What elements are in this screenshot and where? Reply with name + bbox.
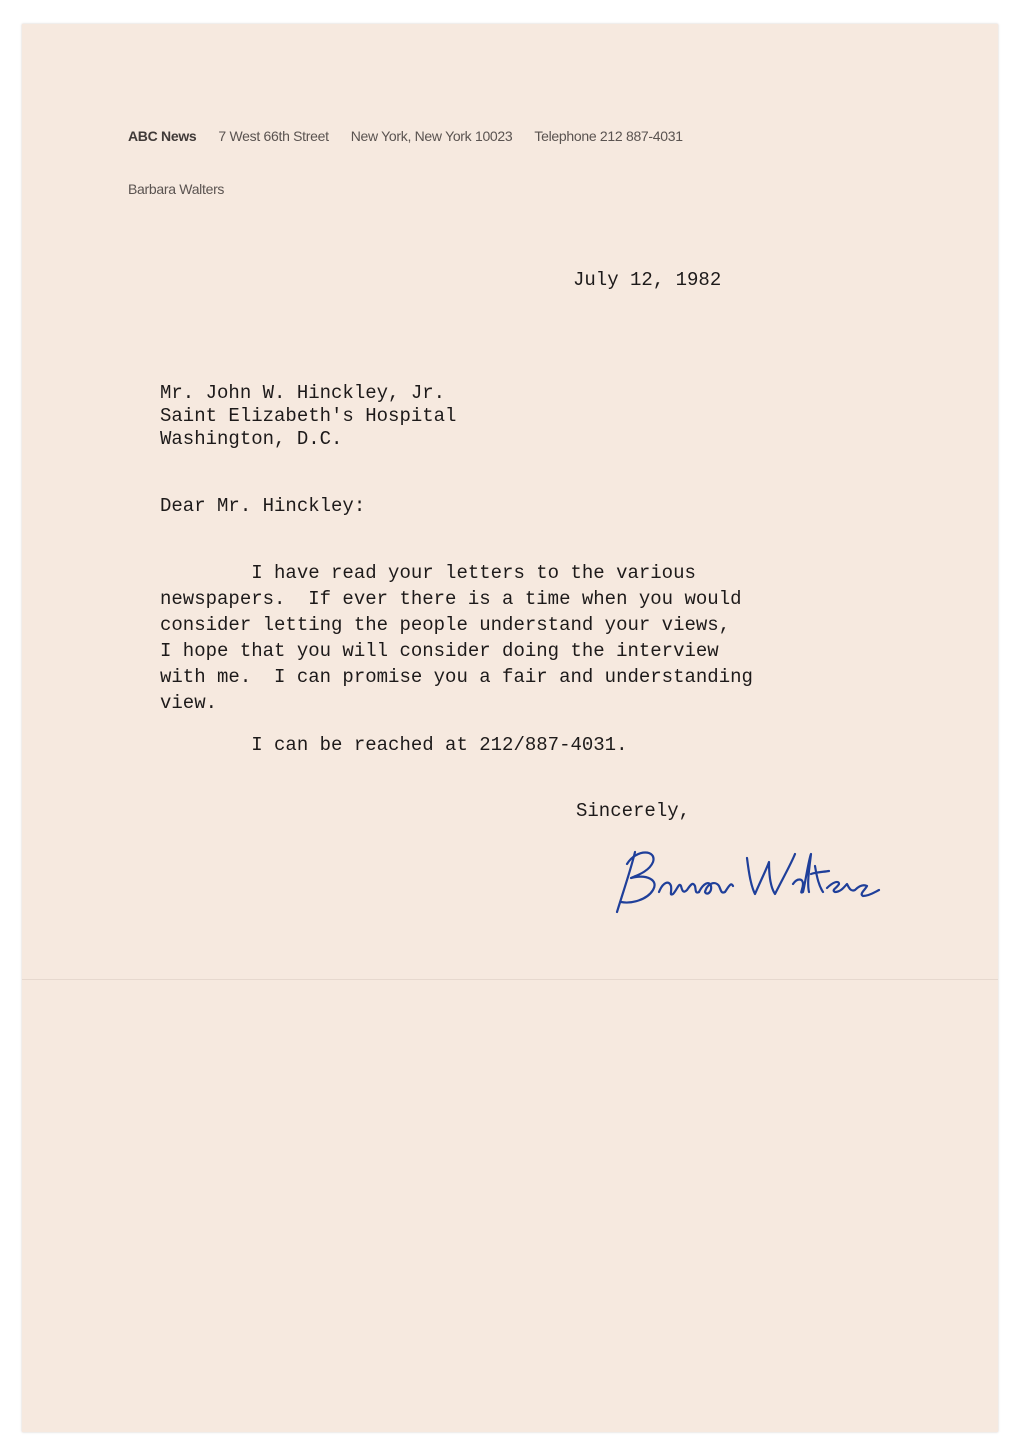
recipient-name: Mr. John W. Hinckley, Jr. — [160, 382, 446, 404]
signature-text — [887, 824, 888, 825]
body-line: I hope that you will consider doing the interview — [160, 640, 719, 662]
letterhead-city: New York, New York 10023 — [350, 128, 513, 144]
contact-line: I can be reached at 212/887-4031. — [160, 734, 628, 756]
sender-name: Barbara Walters — [128, 181, 225, 197]
body-line: with me. I can promise you a fair and understanding — [160, 666, 753, 688]
body-line: I have read your letters to the various — [160, 562, 696, 584]
recipient-institution: Saint Elizabeth's Hospital — [160, 405, 457, 427]
recipient-city: Washington, D.C. — [160, 428, 343, 450]
body-line: newspapers. If ever there is a time when you would — [160, 588, 742, 610]
letterhead-telephone: Telephone 212 887-4031 — [534, 128, 683, 144]
paper-fold-line — [22, 979, 998, 980]
letterhead-street: 7 West 66th Street — [218, 128, 329, 144]
letter-date: July 12, 1982 — [573, 269, 722, 291]
handwritten-signature — [597, 824, 887, 914]
letterhead — [128, 128, 683, 144]
letter-sheet — [22, 24, 998, 1432]
letterhead-organization: ABC News — [128, 128, 197, 144]
signature-drawing — [597, 824, 887, 914]
salutation: Dear Mr. Hinckley: — [160, 495, 366, 517]
body-line: view. — [160, 692, 218, 714]
closing: Sincerely, — [576, 800, 691, 822]
body-line: consider letting the people understand your views, — [160, 614, 731, 636]
